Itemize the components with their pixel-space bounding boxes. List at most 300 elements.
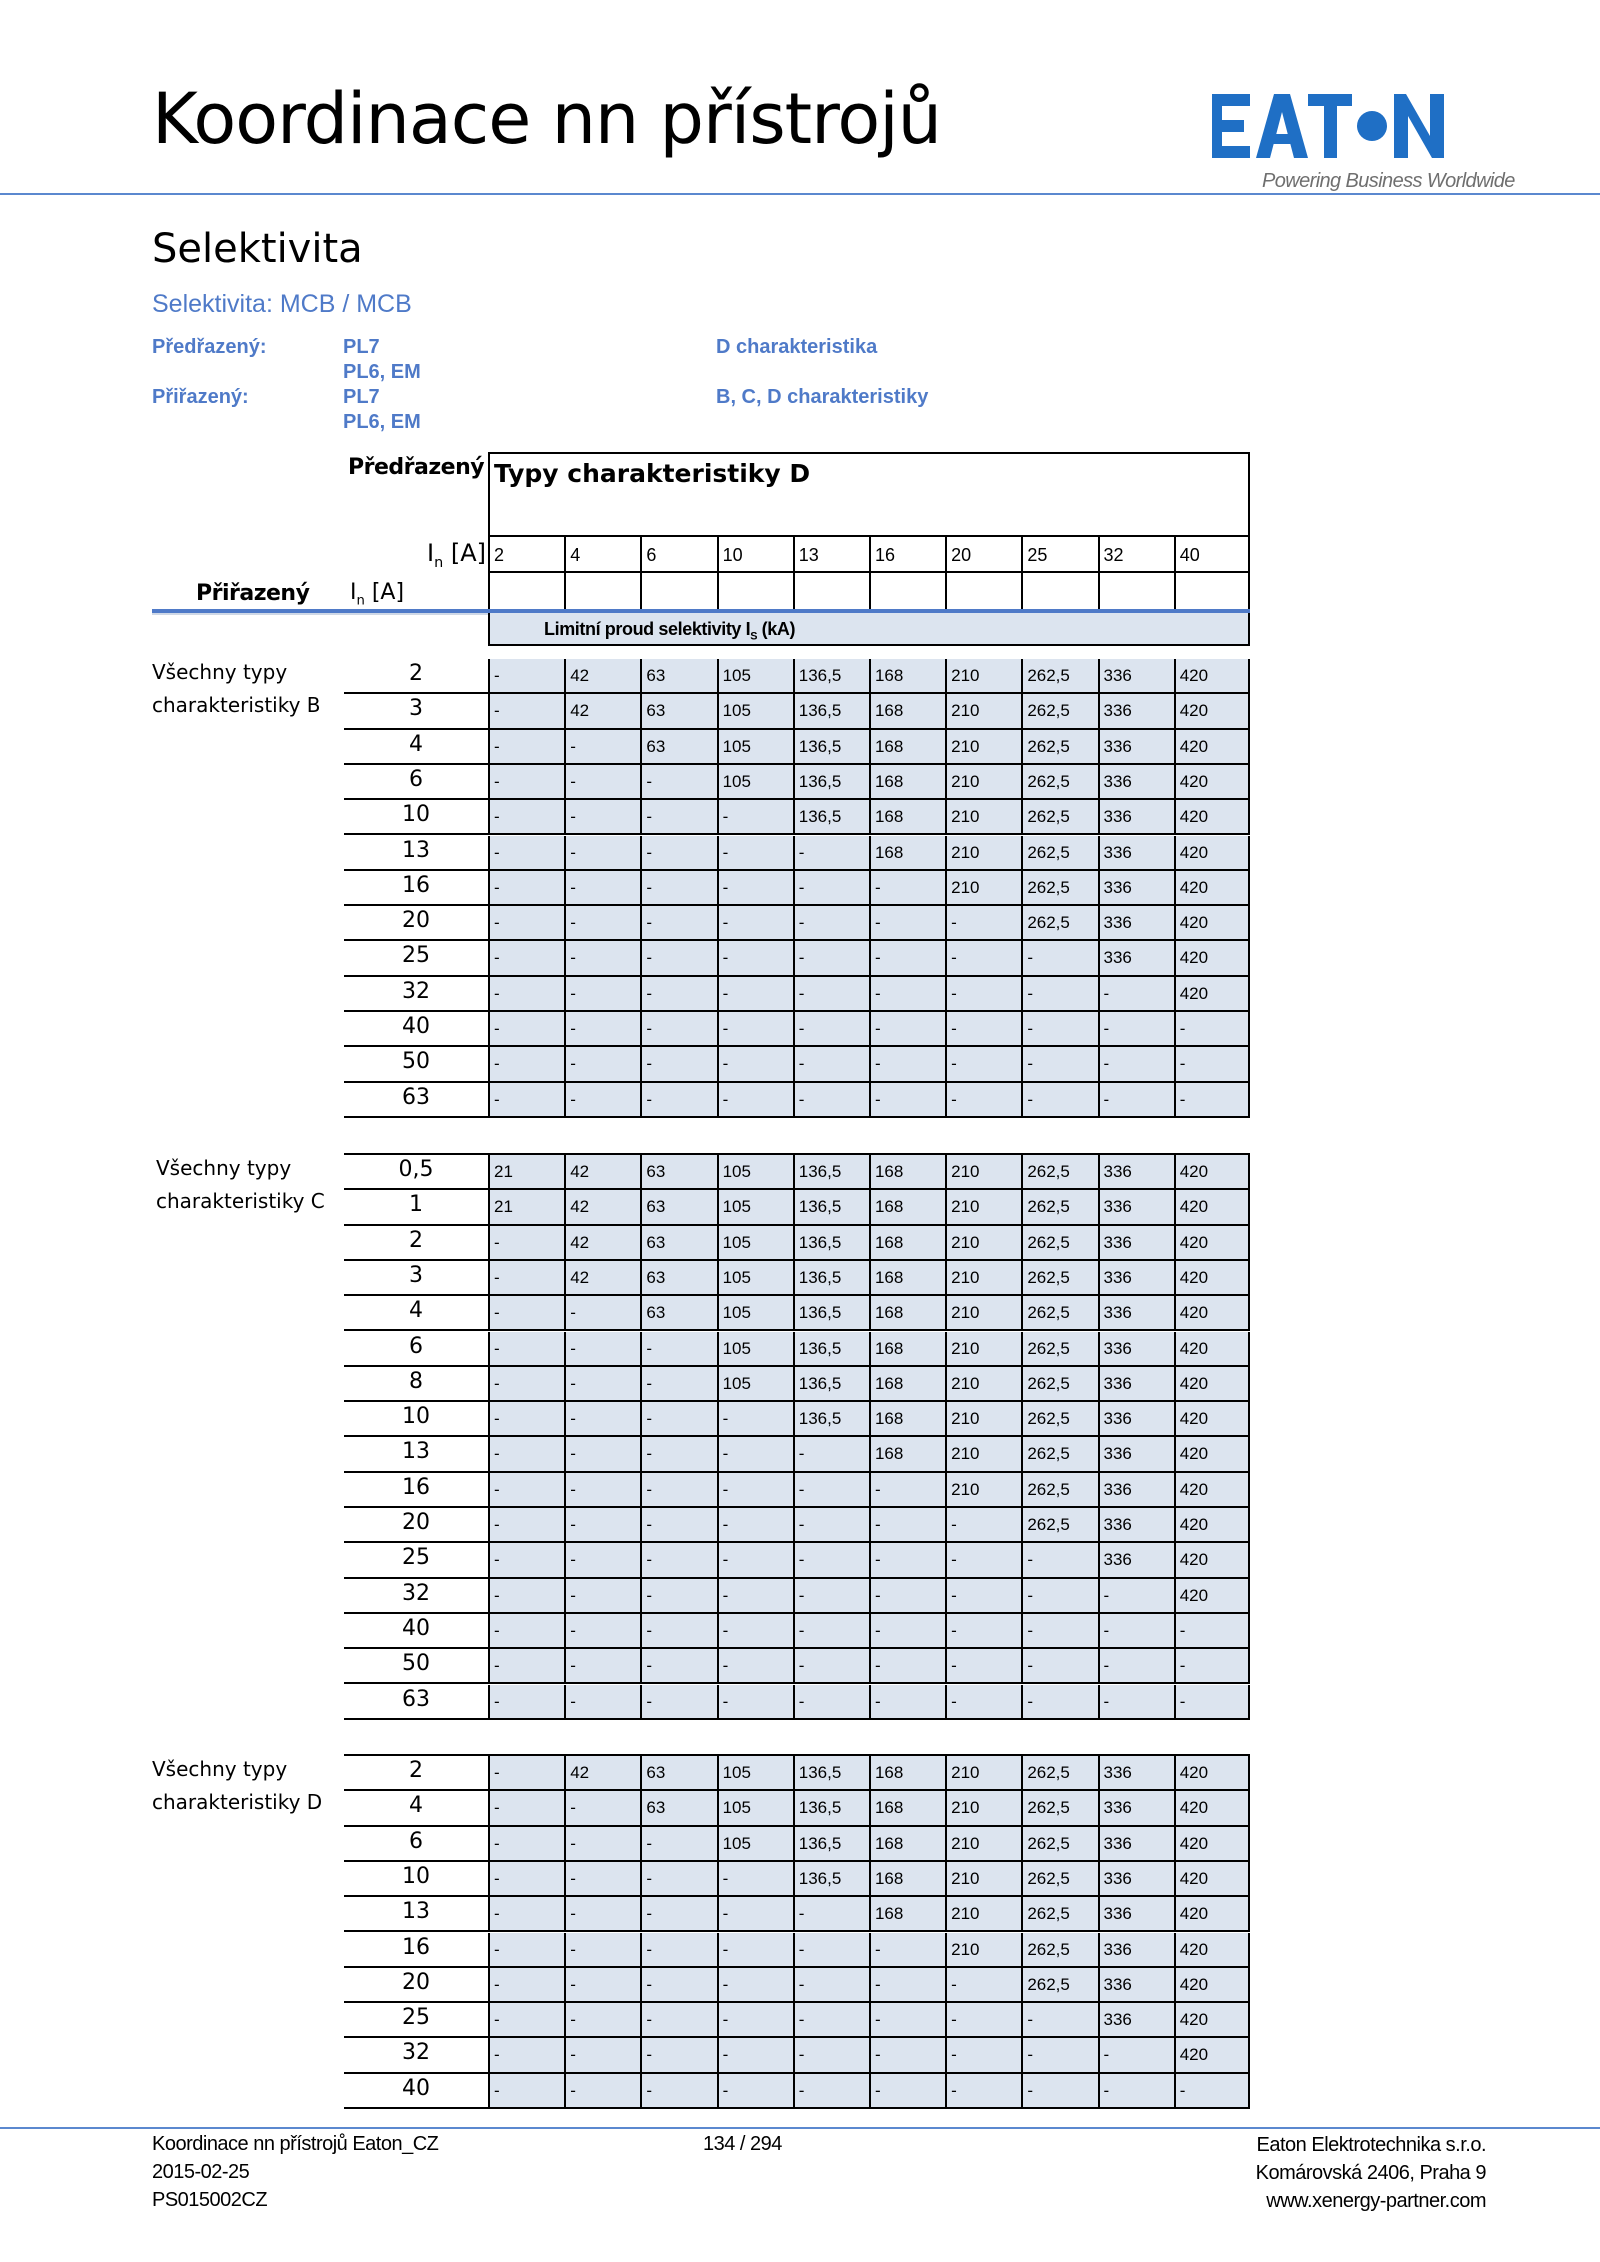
selectivity-value-cell: - bbox=[793, 1083, 869, 1116]
selectivity-value-cell: 168 bbox=[869, 1261, 945, 1294]
group-label-line1: Všechny typy bbox=[152, 660, 288, 684]
table-row bbox=[344, 2038, 1250, 2073]
selectivity-value-cell: 420 bbox=[1174, 1190, 1250, 1223]
selectivity-values bbox=[488, 1367, 1250, 1402]
selectivity-value-cell: 210 bbox=[945, 836, 1021, 869]
empty-header-cell bbox=[1021, 573, 1097, 610]
selectivity-value-cell: - bbox=[945, 977, 1021, 1010]
downstream-rating-cell: 20 bbox=[344, 1968, 488, 2003]
selectivity-value-cell: - bbox=[564, 1685, 640, 1718]
selectivity-value-cell: 168 bbox=[869, 1367, 945, 1400]
selectivity-value-cell: - bbox=[717, 1933, 793, 1966]
selectivity-value-cell: - bbox=[1021, 1685, 1097, 1718]
selectivity-value-cell: - bbox=[488, 1473, 564, 1506]
selectivity-value-cell: 168 bbox=[869, 659, 945, 692]
selectivity-value-cell: - bbox=[869, 2038, 945, 2071]
downstream-rating-cell: 13 bbox=[344, 1897, 488, 1932]
selectivity-value-cell: - bbox=[640, 1437, 716, 1470]
table-row bbox=[344, 1579, 1250, 1614]
selectivity-value-cell: 136,5 bbox=[793, 800, 869, 833]
selectivity-value-cell: - bbox=[488, 1685, 564, 1718]
empty-header-cell bbox=[869, 573, 945, 610]
selectivity-value-cell: 262,5 bbox=[1021, 906, 1097, 939]
selectivity-value-cell: - bbox=[488, 836, 564, 869]
selectivity-value-cell: - bbox=[1098, 1685, 1174, 1718]
selectivity-value-cell: 210 bbox=[945, 1332, 1021, 1365]
selectivity-value-cell: - bbox=[640, 1862, 716, 1895]
selectivity-values bbox=[488, 1190, 1250, 1225]
selectivity-value-cell: - bbox=[1021, 2038, 1097, 2071]
selectivity-value-cell: - bbox=[1174, 1083, 1250, 1116]
group-label-line2: charakteristiky B bbox=[152, 693, 321, 717]
selectivity-value-cell: - bbox=[945, 2038, 1021, 2071]
table-row bbox=[344, 1083, 1250, 1118]
selectivity-value-cell: - bbox=[1021, 1579, 1097, 1612]
selectivity-value-cell: - bbox=[640, 1332, 716, 1365]
selectivity-value-cell: - bbox=[564, 2038, 640, 2071]
selectivity-value-cell: - bbox=[945, 1012, 1021, 1045]
selectivity-value-cell: 105 bbox=[717, 765, 793, 798]
selectivity-value-cell: 262,5 bbox=[1021, 1473, 1097, 1506]
selectivity-value-cell: 262,5 bbox=[1021, 1437, 1097, 1470]
selectivity-value-cell: - bbox=[640, 871, 716, 904]
selectivity-values bbox=[488, 1261, 1250, 1296]
selectivity-value-cell: 136,5 bbox=[793, 1226, 869, 1259]
selectivity-value-cell: - bbox=[1098, 2038, 1174, 2071]
selectivity-value-cell: 63 bbox=[640, 1261, 716, 1294]
downstream-rating-cell: 1 bbox=[344, 1190, 488, 1225]
selectivity-value-cell: 63 bbox=[640, 1155, 716, 1188]
selectivity-value-cell: 168 bbox=[869, 1190, 945, 1223]
selectivity-value-cell: 336 bbox=[1098, 1933, 1174, 1966]
selectivity-value-cell: 336 bbox=[1098, 765, 1174, 798]
selectivity-value-cell: 262,5 bbox=[1021, 871, 1097, 904]
selectivity-value-cell: 168 bbox=[869, 1862, 945, 1895]
selectivity-value-cell: - bbox=[640, 906, 716, 939]
selectivity-value-cell: 136,5 bbox=[793, 765, 869, 798]
selectivity-value-cell: - bbox=[564, 1367, 640, 1400]
upstream-device-2: PL6, EM bbox=[343, 361, 421, 383]
downstream-rating-cell: 2 bbox=[344, 659, 488, 694]
selectivity-values bbox=[488, 1226, 1250, 1261]
selectivity-values bbox=[488, 871, 1250, 906]
downstream-rating-cell: 2 bbox=[344, 1756, 488, 1791]
table-row bbox=[344, 1367, 1250, 1402]
selectivity-value-cell: - bbox=[945, 1649, 1021, 1682]
selectivity-value-cell: - bbox=[640, 1968, 716, 2001]
selectivity-value-cell: - bbox=[945, 1508, 1021, 1541]
section-title: Selektivita bbox=[152, 226, 363, 272]
selectivity-value-cell: 42 bbox=[564, 694, 640, 727]
selectivity-value-cell: - bbox=[793, 1579, 869, 1612]
section-subtitle: Selektivita: MCB / MCB bbox=[152, 290, 412, 318]
downstream-rating-cell: 25 bbox=[344, 2003, 488, 2038]
selectivity-value-cell: - bbox=[640, 1367, 716, 1400]
selectivity-value-cell: - bbox=[793, 1543, 869, 1576]
selectivity-value-cell: 262,5 bbox=[1021, 1296, 1097, 1329]
selectivity-value-cell: - bbox=[793, 1685, 869, 1718]
selectivity-value-cell: 420 bbox=[1174, 1579, 1250, 1612]
selectivity-value-cell: - bbox=[717, 906, 793, 939]
selectivity-value-cell: - bbox=[488, 2003, 564, 2036]
selectivity-value-cell: - bbox=[945, 2074, 1021, 2107]
upstream-rating-cell: 25 bbox=[1021, 537, 1097, 571]
selectivity-value-cell: - bbox=[564, 1012, 640, 1045]
selectivity-value-cell: - bbox=[717, 2074, 793, 2107]
selectivity-value-cell: 336 bbox=[1098, 871, 1174, 904]
downstream-rating-cell: 2 bbox=[344, 1226, 488, 1261]
downstream-column-header: Přiřazený bbox=[196, 581, 310, 606]
selectivity-values bbox=[488, 1012, 1250, 1047]
selectivity-value-cell: - bbox=[640, 765, 716, 798]
selectivity-value-cell: - bbox=[869, 871, 945, 904]
downstream-characteristic: B, C, D charakteristiky bbox=[716, 386, 929, 408]
selectivity-value-cell: - bbox=[488, 1862, 564, 1895]
selectivity-value-cell: 262,5 bbox=[1021, 1791, 1097, 1824]
selectivity-value-cell: - bbox=[945, 1083, 1021, 1116]
selectivity-value-cell: 210 bbox=[945, 1897, 1021, 1930]
upstream-column-header: Předřazený bbox=[348, 455, 485, 480]
downstream-rating-cell: 16 bbox=[344, 1473, 488, 1508]
selectivity-value-cell: - bbox=[640, 1685, 716, 1718]
selectivity-value-cell: 336 bbox=[1098, 1968, 1174, 2001]
selectivity-values bbox=[488, 1508, 1250, 1543]
header-divider bbox=[0, 193, 1600, 195]
selectivity-value-cell: - bbox=[640, 1614, 716, 1647]
selectivity-value-cell: 262,5 bbox=[1021, 1367, 1097, 1400]
selectivity-value-cell: - bbox=[640, 1827, 716, 1860]
selectivity-values bbox=[488, 659, 1250, 694]
type-header-title: Typy charakteristiky D bbox=[494, 459, 811, 488]
selectivity-value-cell: 136,5 bbox=[793, 1827, 869, 1860]
selectivity-value-cell: 262,5 bbox=[1021, 1508, 1097, 1541]
selectivity-value-cell: 420 bbox=[1174, 1827, 1250, 1860]
footer-address: Komárovská 2406, Praha 9 bbox=[1255, 2162, 1486, 2184]
selectivity-value-cell: 42 bbox=[564, 1261, 640, 1294]
selectivity-value-cell: 262,5 bbox=[1021, 1968, 1097, 2001]
selectivity-value-cell: - bbox=[488, 765, 564, 798]
downstream-rating-cell: 13 bbox=[344, 836, 488, 871]
selectivity-value-cell: - bbox=[793, 1649, 869, 1682]
selectivity-value-cell: - bbox=[945, 1614, 1021, 1647]
selectivity-value-cell: 210 bbox=[945, 1190, 1021, 1223]
selectivity-value-cell: 136,5 bbox=[793, 1791, 869, 1824]
selectivity-value-cell: 420 bbox=[1174, 1296, 1250, 1329]
selectivity-value-cell: 420 bbox=[1174, 1933, 1250, 1966]
selectivity-value-cell: 262,5 bbox=[1021, 1827, 1097, 1860]
table-row bbox=[344, 1933, 1250, 1968]
selectivity-value-cell: - bbox=[564, 730, 640, 763]
selectivity-value-cell: - bbox=[1021, 2003, 1097, 2036]
downstream-meta-label: Přiřazený: bbox=[152, 386, 249, 408]
selectivity-values bbox=[488, 1827, 1250, 1862]
selectivity-value-cell: - bbox=[488, 1296, 564, 1329]
table-row bbox=[344, 1296, 1250, 1331]
table-row bbox=[344, 800, 1250, 835]
selectivity-value-cell: 420 bbox=[1174, 941, 1250, 974]
selectivity-values bbox=[488, 1614, 1250, 1649]
selectivity-values bbox=[488, 730, 1250, 765]
selectivity-value-cell: - bbox=[945, 906, 1021, 939]
selectivity-value-cell: 210 bbox=[945, 871, 1021, 904]
selectivity-value-cell: 21 bbox=[488, 1155, 564, 1188]
selectivity-value-cell: 63 bbox=[640, 1791, 716, 1824]
selectivity-value-cell: - bbox=[640, 2074, 716, 2107]
selectivity-value-cell: - bbox=[564, 977, 640, 1010]
downstream-rating-cell: 40 bbox=[344, 1012, 488, 1047]
table-row bbox=[344, 694, 1250, 729]
selectivity-value-cell: - bbox=[1098, 1047, 1174, 1080]
selectivity-value-cell: - bbox=[793, 1012, 869, 1045]
downstream-rating-cell: 32 bbox=[344, 1579, 488, 1614]
selectivity-value-cell: - bbox=[869, 1012, 945, 1045]
downstream-rating-cell: 50 bbox=[344, 1047, 488, 1082]
downstream-rating-cell: 20 bbox=[344, 906, 488, 941]
selectivity-value-cell: - bbox=[640, 2003, 716, 2036]
selectivity-value-cell: 336 bbox=[1098, 941, 1174, 974]
selectivity-value-cell: - bbox=[793, 1614, 869, 1647]
selectivity-value-cell: - bbox=[793, 871, 869, 904]
selectivity-value-cell: 105 bbox=[717, 1332, 793, 1365]
selectivity-value-cell: 262,5 bbox=[1021, 1155, 1097, 1188]
selectivity-value-cell: - bbox=[488, 1968, 564, 2001]
selectivity-value-cell: - bbox=[1098, 1012, 1174, 1045]
upstream-ratings-row bbox=[488, 535, 1250, 573]
selectivity-value-cell: 63 bbox=[640, 1190, 716, 1223]
selectivity-value-cell: - bbox=[488, 730, 564, 763]
selectivity-value-cell: - bbox=[1021, 1614, 1097, 1647]
selectivity-value-cell: - bbox=[640, 1933, 716, 1966]
table-row bbox=[344, 1190, 1250, 1225]
selectivity-value-cell: 262,5 bbox=[1021, 730, 1097, 763]
selectivity-value-cell: - bbox=[564, 2003, 640, 2036]
selectivity-value-cell: 105 bbox=[717, 1261, 793, 1294]
selectivity-value-cell: 63 bbox=[640, 694, 716, 727]
selectivity-value-cell: 136,5 bbox=[793, 659, 869, 692]
selectivity-value-cell: 136,5 bbox=[793, 730, 869, 763]
upstream-rating-cell: 13 bbox=[793, 537, 869, 571]
selectivity-value-cell: 63 bbox=[640, 730, 716, 763]
selectivity-value-cell: 336 bbox=[1098, 1862, 1174, 1895]
selectivity-value-cell: - bbox=[640, 2038, 716, 2071]
selectivity-values bbox=[488, 1437, 1250, 1472]
empty-header-cell bbox=[488, 573, 564, 610]
selectivity-value-cell: - bbox=[640, 800, 716, 833]
upstream-meta-label: Předřazený: bbox=[152, 336, 267, 358]
downstream-rating-cell: 25 bbox=[344, 941, 488, 976]
selectivity-value-cell: - bbox=[793, 2038, 869, 2071]
selectivity-value-cell: 420 bbox=[1174, 906, 1250, 939]
selectivity-values bbox=[488, 1756, 1250, 1791]
table-row bbox=[344, 871, 1250, 906]
selectivity-value-cell: - bbox=[945, 1685, 1021, 1718]
selectivity-value-cell: - bbox=[488, 1402, 564, 1435]
selectivity-values bbox=[488, 1649, 1250, 1684]
selectivity-value-cell: - bbox=[564, 906, 640, 939]
selectivity-value-cell: 105 bbox=[717, 730, 793, 763]
selectivity-value-cell: 210 bbox=[945, 659, 1021, 692]
selectivity-value-cell: - bbox=[717, 1897, 793, 1930]
footer-doc-name: Koordinace nn přístrojů Eaton_CZ bbox=[152, 2133, 439, 2155]
selectivity-value-cell: - bbox=[488, 906, 564, 939]
selectivity-values bbox=[488, 1332, 1250, 1367]
selectivity-value-cell: 262,5 bbox=[1021, 1261, 1097, 1294]
downstream-rating-cell: 32 bbox=[344, 2038, 488, 2073]
selectivity-value-cell: 210 bbox=[945, 1226, 1021, 1259]
selectivity-value-cell: - bbox=[945, 941, 1021, 974]
selectivity-value-cell: - bbox=[564, 765, 640, 798]
selectivity-value-cell: - bbox=[564, 1791, 640, 1824]
selectivity-value-cell: 420 bbox=[1174, 836, 1250, 869]
selectivity-value-cell: - bbox=[488, 871, 564, 904]
selectivity-value-cell: - bbox=[564, 1508, 640, 1541]
selectivity-value-cell: - bbox=[488, 1083, 564, 1116]
selectivity-value-cell: - bbox=[488, 1933, 564, 1966]
selectivity-value-cell: 336 bbox=[1098, 659, 1174, 692]
selectivity-values bbox=[488, 1897, 1250, 1932]
selectivity-value-cell: 136,5 bbox=[793, 1261, 869, 1294]
selectivity-value-cell: 420 bbox=[1174, 1543, 1250, 1576]
selectivity-value-cell: - bbox=[1021, 1543, 1097, 1576]
selectivity-value-cell: 262,5 bbox=[1021, 1402, 1097, 1435]
table-row bbox=[344, 1543, 1250, 1578]
selectivity-value-cell: 210 bbox=[945, 1791, 1021, 1824]
selectivity-value-cell: - bbox=[488, 2038, 564, 2071]
selectivity-value-cell: - bbox=[488, 659, 564, 692]
selectivity-value-cell: - bbox=[640, 1473, 716, 1506]
selectivity-values bbox=[488, 941, 1250, 976]
upstream-characteristic: D charakteristika bbox=[716, 336, 878, 358]
selectivity-values bbox=[488, 2074, 1250, 2109]
selectivity-value-cell: - bbox=[564, 1614, 640, 1647]
selectivity-value-cell: 168 bbox=[869, 1756, 945, 1789]
selectivity-value-cell: 262,5 bbox=[1021, 659, 1097, 692]
selectivity-value-cell: 336 bbox=[1098, 1367, 1174, 1400]
selectivity-value-cell: 210 bbox=[945, 694, 1021, 727]
selectivity-value-cell: 420 bbox=[1174, 977, 1250, 1010]
selectivity-value-cell: 210 bbox=[945, 1155, 1021, 1188]
selectivity-value-cell: 336 bbox=[1098, 694, 1174, 727]
selectivity-value-cell: 262,5 bbox=[1021, 1226, 1097, 1259]
selectivity-value-cell: - bbox=[717, 1579, 793, 1612]
selectivity-value-cell: - bbox=[869, 1508, 945, 1541]
selectivity-value-cell: 105 bbox=[717, 1226, 793, 1259]
selectivity-value-cell: 168 bbox=[869, 730, 945, 763]
footer-company: Eaton Elektrotechnika s.r.o. bbox=[1256, 2134, 1486, 2156]
downstream-rating-cell: 3 bbox=[344, 1261, 488, 1296]
selectivity-value-cell: 262,5 bbox=[1021, 1862, 1097, 1895]
table-row bbox=[344, 1968, 1250, 2003]
selectivity-value-cell: - bbox=[640, 1012, 716, 1045]
selectivity-value-cell: 168 bbox=[869, 1827, 945, 1860]
downstream-rating-cell: 6 bbox=[344, 765, 488, 800]
empty-header-cell bbox=[640, 573, 716, 610]
selectivity-value-cell: - bbox=[640, 977, 716, 1010]
selectivity-value-cell: 105 bbox=[717, 1827, 793, 1860]
selectivity-values bbox=[488, 1543, 1250, 1578]
selectivity-value-cell: - bbox=[869, 1473, 945, 1506]
group-label-line1: Všechny typy bbox=[152, 1757, 288, 1781]
selectivity-values bbox=[488, 694, 1250, 729]
selectivity-value-cell: 210 bbox=[945, 765, 1021, 798]
selectivity-value-cell: 105 bbox=[717, 1367, 793, 1400]
selectivity-value-cell: 336 bbox=[1098, 1261, 1174, 1294]
table-row bbox=[344, 1649, 1250, 1684]
selectivity-value-cell: 420 bbox=[1174, 1226, 1250, 1259]
selectivity-value-cell: 420 bbox=[1174, 765, 1250, 798]
selectivity-value-cell: - bbox=[1098, 2074, 1174, 2107]
selectivity-value-cell: 336 bbox=[1098, 906, 1174, 939]
selectivity-value-cell: 63 bbox=[640, 1756, 716, 1789]
table-row bbox=[344, 941, 1250, 976]
selectivity-value-cell: 336 bbox=[1098, 1155, 1174, 1188]
selectivity-value-cell: 136,5 bbox=[793, 1862, 869, 1895]
selectivity-value-cell: - bbox=[717, 1402, 793, 1435]
selectivity-value-cell: 420 bbox=[1174, 1261, 1250, 1294]
selectivity-value-cell: - bbox=[488, 1649, 564, 1682]
selectivity-value-cell: 336 bbox=[1098, 1402, 1174, 1435]
selectivity-value-cell: 420 bbox=[1174, 1897, 1250, 1930]
selectivity-value-cell: 168 bbox=[869, 1791, 945, 1824]
footer-divider bbox=[0, 2127, 1600, 2129]
selectivity-value-cell: - bbox=[564, 1968, 640, 2001]
upstream-rating-cell: 16 bbox=[869, 537, 945, 571]
selectivity-value-cell: - bbox=[640, 836, 716, 869]
selectivity-value-cell: 262,5 bbox=[1021, 836, 1097, 869]
footer-website: www.xenergy-partner.com bbox=[1266, 2190, 1486, 2212]
table-row bbox=[344, 1791, 1250, 1826]
selectivity-value-cell: - bbox=[869, 977, 945, 1010]
selectivity-values bbox=[488, 765, 1250, 800]
selectivity-value-cell: 168 bbox=[869, 800, 945, 833]
selectivity-value-cell: - bbox=[717, 1614, 793, 1647]
empty-header-cell bbox=[564, 573, 640, 610]
table-row bbox=[344, 1437, 1250, 1472]
table-row bbox=[344, 2003, 1250, 2038]
footer-date: 2015-02-25 bbox=[152, 2161, 250, 2183]
selectivity-value-cell: 336 bbox=[1098, 1437, 1174, 1470]
upstream-rating-cell: 40 bbox=[1174, 537, 1250, 571]
upstream-rating-cell: 32 bbox=[1098, 537, 1174, 571]
selectivity-value-cell: - bbox=[869, 1614, 945, 1647]
selectivity-value-cell: - bbox=[717, 1543, 793, 1576]
selectivity-value-cell: 262,5 bbox=[1021, 694, 1097, 727]
selectivity-value-cell: 420 bbox=[1174, 1968, 1250, 2001]
selectivity-values bbox=[488, 1685, 1250, 1720]
selectivity-value-cell: 210 bbox=[945, 1862, 1021, 1895]
selectivity-value-cell: 336 bbox=[1098, 1791, 1174, 1824]
selectivity-value-cell: - bbox=[488, 2074, 564, 2107]
selectivity-value-cell: 336 bbox=[1098, 1508, 1174, 1541]
selectivity-value-cell: - bbox=[717, 1047, 793, 1080]
selectivity-value-cell: 105 bbox=[717, 659, 793, 692]
selectivity-values bbox=[488, 1473, 1250, 1508]
selectivity-value-cell: 210 bbox=[945, 1437, 1021, 1470]
left-divider bbox=[152, 613, 488, 615]
selectivity-value-cell: - bbox=[1098, 1614, 1174, 1647]
selectivity-value-cell: 136,5 bbox=[793, 1756, 869, 1789]
selectivity-value-cell: - bbox=[564, 871, 640, 904]
selectivity-value-cell: - bbox=[564, 1827, 640, 1860]
table-row bbox=[344, 1226, 1250, 1261]
selectivity-value-cell: 63 bbox=[640, 1296, 716, 1329]
selectivity-value-cell: - bbox=[488, 941, 564, 974]
selectivity-value-cell: - bbox=[793, 1897, 869, 1930]
downstream-rating-cell: 0,5 bbox=[344, 1155, 488, 1190]
selectivity-value-cell: 420 bbox=[1174, 871, 1250, 904]
selectivity-value-cell: - bbox=[640, 1543, 716, 1576]
selectivity-value-cell: - bbox=[564, 1047, 640, 1080]
